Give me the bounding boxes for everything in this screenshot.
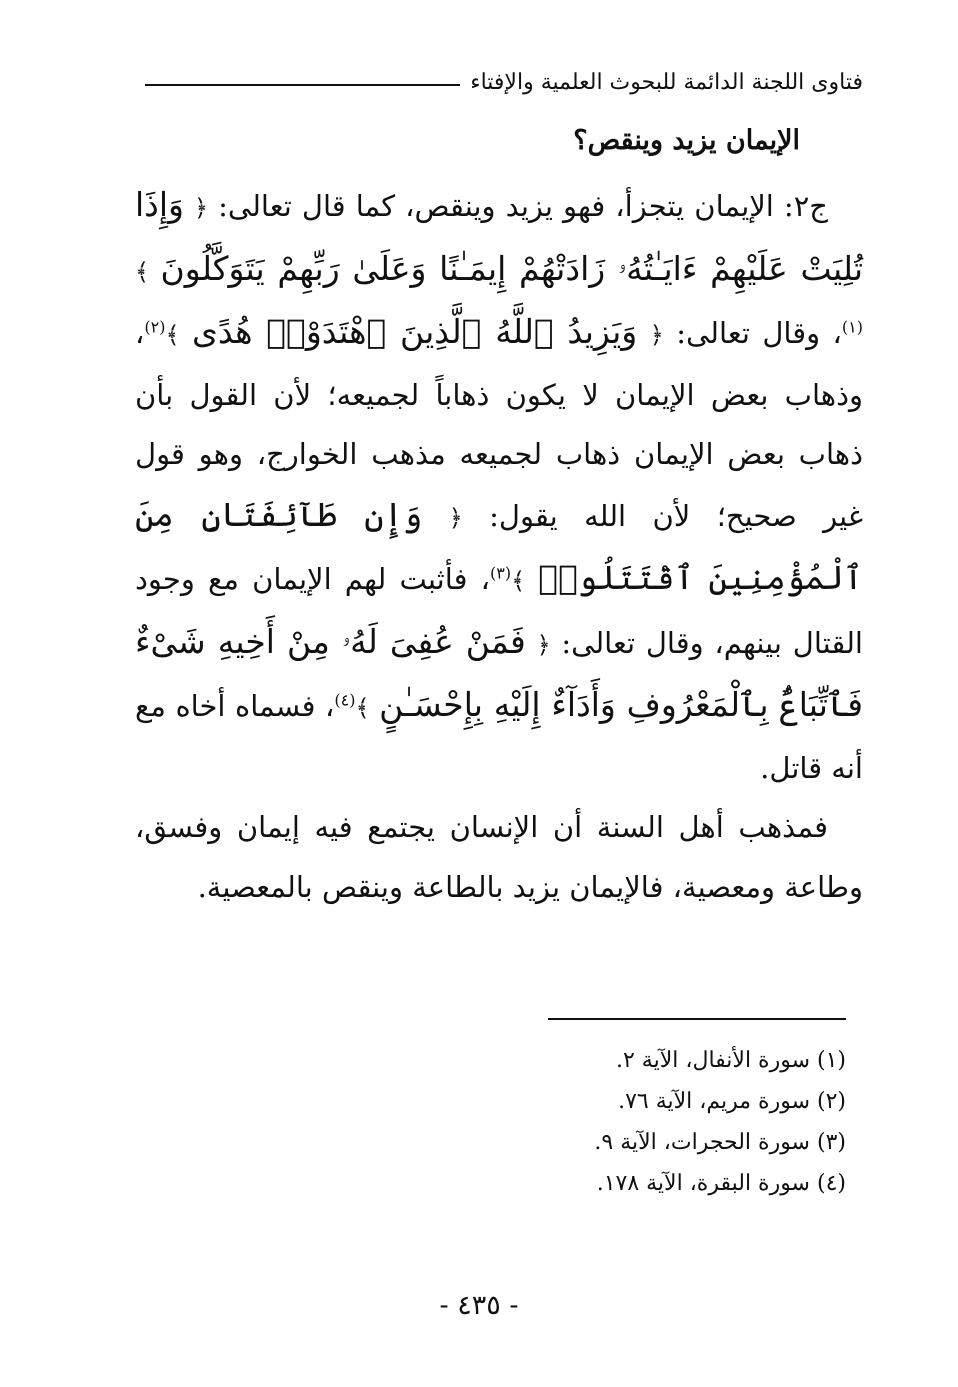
footnote-item: (١) سورة الأنفال، الآية ٢. — [615, 1048, 846, 1073]
quran-verse: فَمَنْ عُفِىَ لَهُۥ مِنْ أَخِيهِ شَىْءٌ فَٱتِّبَاعٌۢ بِٱلْمَعْرُوفِ وَأَدَآءٌ إِلَيْهِ بِإِحْسَـٰنٍ — [135, 621, 863, 724]
quran-bracket-close: ﴾ — [165, 321, 180, 349]
answer-text: ، وذهاب بعض الإيمان لا يكون ذهاباً لجميعه؛ لأن القول بأن ذهاب بعض الإيمان ذهاب لجميعه مذهب الخوارج، وهو قول غير صحيح؛ لأن الله يقول: — [135, 316, 864, 533]
answer-text: ج٢: الإيمان يتجزأ، فهو يزيد وينقص، كما قال تعالى: — [208, 189, 829, 223]
quran-bracket-open: ﴿ — [649, 321, 664, 349]
quran-bracket-open: ﴿ — [448, 503, 463, 532]
footnote-item: (٢) سورة مريم، الآية ٧٦. — [618, 1089, 846, 1114]
quran-bracket-close: ﴾ — [511, 567, 526, 595]
footnotes-list — [594, 1040, 846, 1204]
quran-verse: وَإِذَا تُلِيَتْ عَلَيْهِمْ ءَايَـٰتُهُۥ زَادَتْهُمْ إِيمَـٰنًا وَعَلَىٰ رَبِّهِمْ يَتَوَكَّلُونَ — [135, 185, 864, 288]
footnote-item: (٤) سورة البقرة، الآية ١٧٨. — [596, 1171, 846, 1196]
quran-bracket-open: ﴿ — [194, 194, 209, 222]
answer-body — [135, 175, 863, 917]
question-heading: الإيمان يزيد وينقص؟ — [573, 125, 800, 156]
footnote-ref[interactable]: (١) — [841, 317, 864, 337]
quran-verse: وَيَزِيدُ ٱللَّهُ ٱلَّذِينَ ٱهْتَدَوْا۟ هُدًى — [191, 312, 638, 351]
quran-verse: وَإِن طَآئِفَتَانِ مِنَ ٱلْمُؤْمِنِينَ ٱقْتَتَلُوا۟ — [135, 494, 864, 597]
footnote-separator — [548, 1018, 846, 1020]
quran-bracket-close: ﴾ — [135, 257, 150, 286]
running-header — [145, 62, 863, 102]
header-rule — [145, 84, 460, 86]
page-number: - ٤٣٥ - — [439, 1290, 519, 1321]
answer-paragraph-1 — [135, 175, 863, 798]
quran-bracket-close: ﴾ — [355, 694, 370, 722]
footnote-ref[interactable]: (٤) — [334, 690, 356, 710]
answer-text: ، فأثبت لهم الإيمان مع وجود القتال بينهم، وقال تعالى: — [135, 562, 863, 660]
header-title: فتاوى اللجنة الدائمة للبحوث العلمية والإفتاء — [470, 69, 863, 95]
answer-text: ، وقال تعالى: — [663, 316, 842, 350]
footnote-ref[interactable]: (٣) — [489, 563, 512, 583]
answer-paragraph-2: فمذهب أهل السنة أن الإنسان يجتمع فيه إيمان وفسق، وطاعة ومعصية، فالإيمان يزيد بالطاعة وينقص بالمعصية. — [135, 810, 863, 904]
quran-bracket-open: ﴿ — [536, 630, 551, 659]
footnote-item: (٣) سورة الحجرات، الآية ٩. — [594, 1130, 846, 1155]
answer-text: ، فسماه أخاه مع أنه قاتل. — [135, 689, 863, 785]
footnote-ref[interactable]: (٢) — [144, 317, 166, 337]
